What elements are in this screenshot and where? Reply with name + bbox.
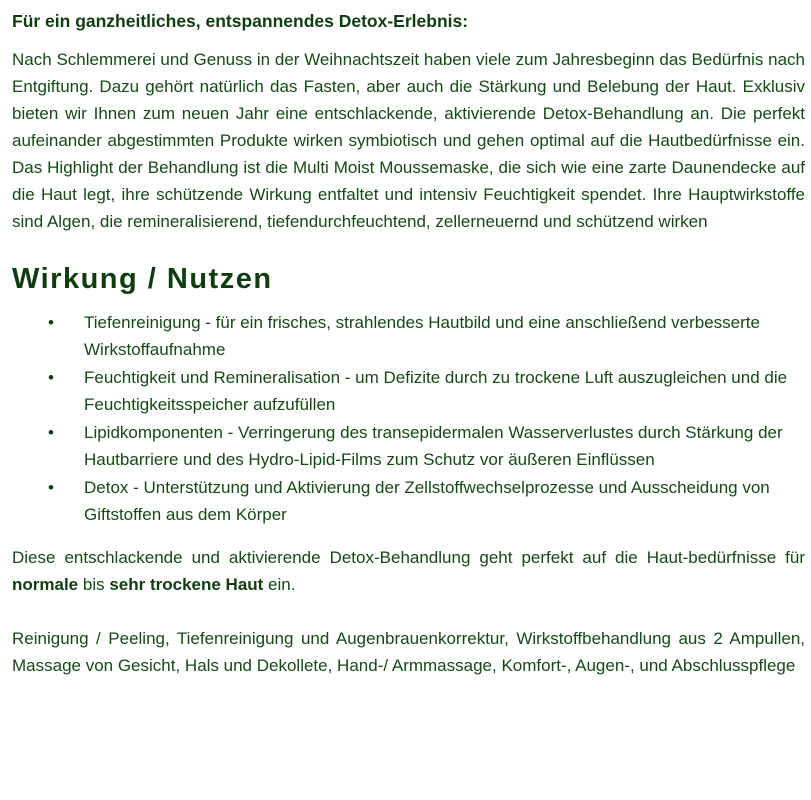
list-item — [12, 364, 805, 418]
intro-heading: Für ein ganzheitliches, entspannendes Detox-Erlebnis: — [12, 11, 469, 31]
procedure-paragraph: Reinigung / Peeling, Tiefenreinigung und Augenbrauenkorrektur, Wirkstoffbehandlung aus 2 Ampullen, Massage von Gesicht, Hals und Dekollete, Hand-/ Armmassage, Komfort-, Augen-, und Abschlusspflege — [12, 629, 805, 675]
bullet-icon: • — [48, 313, 54, 332]
benefits-list — [12, 309, 805, 528]
skin-type-dry: sehr trockene Haut — [109, 575, 264, 594]
skin-type-prefix: Diese entschlackende und aktivierende Detox-Behandlung geht perfekt auf die Haut-bedürfnisse für — [12, 548, 805, 567]
intro-paragraph: Nach Schlemmerei und Genuss in der Weihnachtszeit haben viele zum Jahresbeginn das Bedürfnis nach Entgiftung. Dazu gehört natürlich das Fasten, aber auch die Stärkung und Belebung der Haut. Exklusiv bieten wir Ihnen zum neuen Jahr eine entschlackende, aktivierende Detox-Behandlung an. Die perfekt aufeinander abgestimmten Produkte wirken symbiotisch und gehen optimal auf die Hautbedürfnisse ein. Das Highlight der Behandlung ist die Multi Moist Moussemaske, die sich wie eine zarte Daunendecke auf die Haut legt, ihre schützende Wirkung entfaltet und intensiv Feuchtigkeit spendet. Ihre Hauptwirkstoffe sind Algen, die remineralisierend, tiefendurchfeuchtend, zellerneuernd und schützend wirken — [12, 50, 805, 231]
skin-type-paragraph — [12, 544, 805, 598]
list-item — [12, 309, 805, 363]
list-item — [12, 474, 805, 528]
section-heading-effects: Wirkung / Nutzen — [12, 263, 273, 295]
bullet-icon: • — [48, 478, 54, 497]
skin-type-normal: normale — [12, 575, 79, 594]
skin-type-suffix: ein. — [263, 575, 296, 594]
list-item-text: Lipidkomponenten - Verringerung des transepidermalen Wasserverlustes durch Stärkung der Hautbarriere und des Hydro-Lipid-Films zum Schutz vor äußeren Einflüssen — [84, 423, 783, 469]
list-item — [12, 419, 805, 473]
list-item-text: Feuchtigkeit und Remineralisation - um Defizite durch zu trockene Luft auszugleichen und die Feuchtigkeitsspeicher aufzufüllen — [84, 368, 788, 414]
bullet-icon: • — [48, 423, 54, 442]
list-item-text: Tiefenreinigung - für ein frisches, strahlendes Hautbild und eine anschließend verbesserte Wirkstoffaufnahme — [84, 313, 760, 359]
list-item-text: Detox - Unterstützung und Aktivierung der Zellstoffwechselprozesse und Ausscheidung von Giftstoffen aus dem Körper — [84, 478, 770, 524]
bullet-icon: • — [48, 368, 54, 387]
skin-type-middle: bis — [78, 575, 110, 594]
